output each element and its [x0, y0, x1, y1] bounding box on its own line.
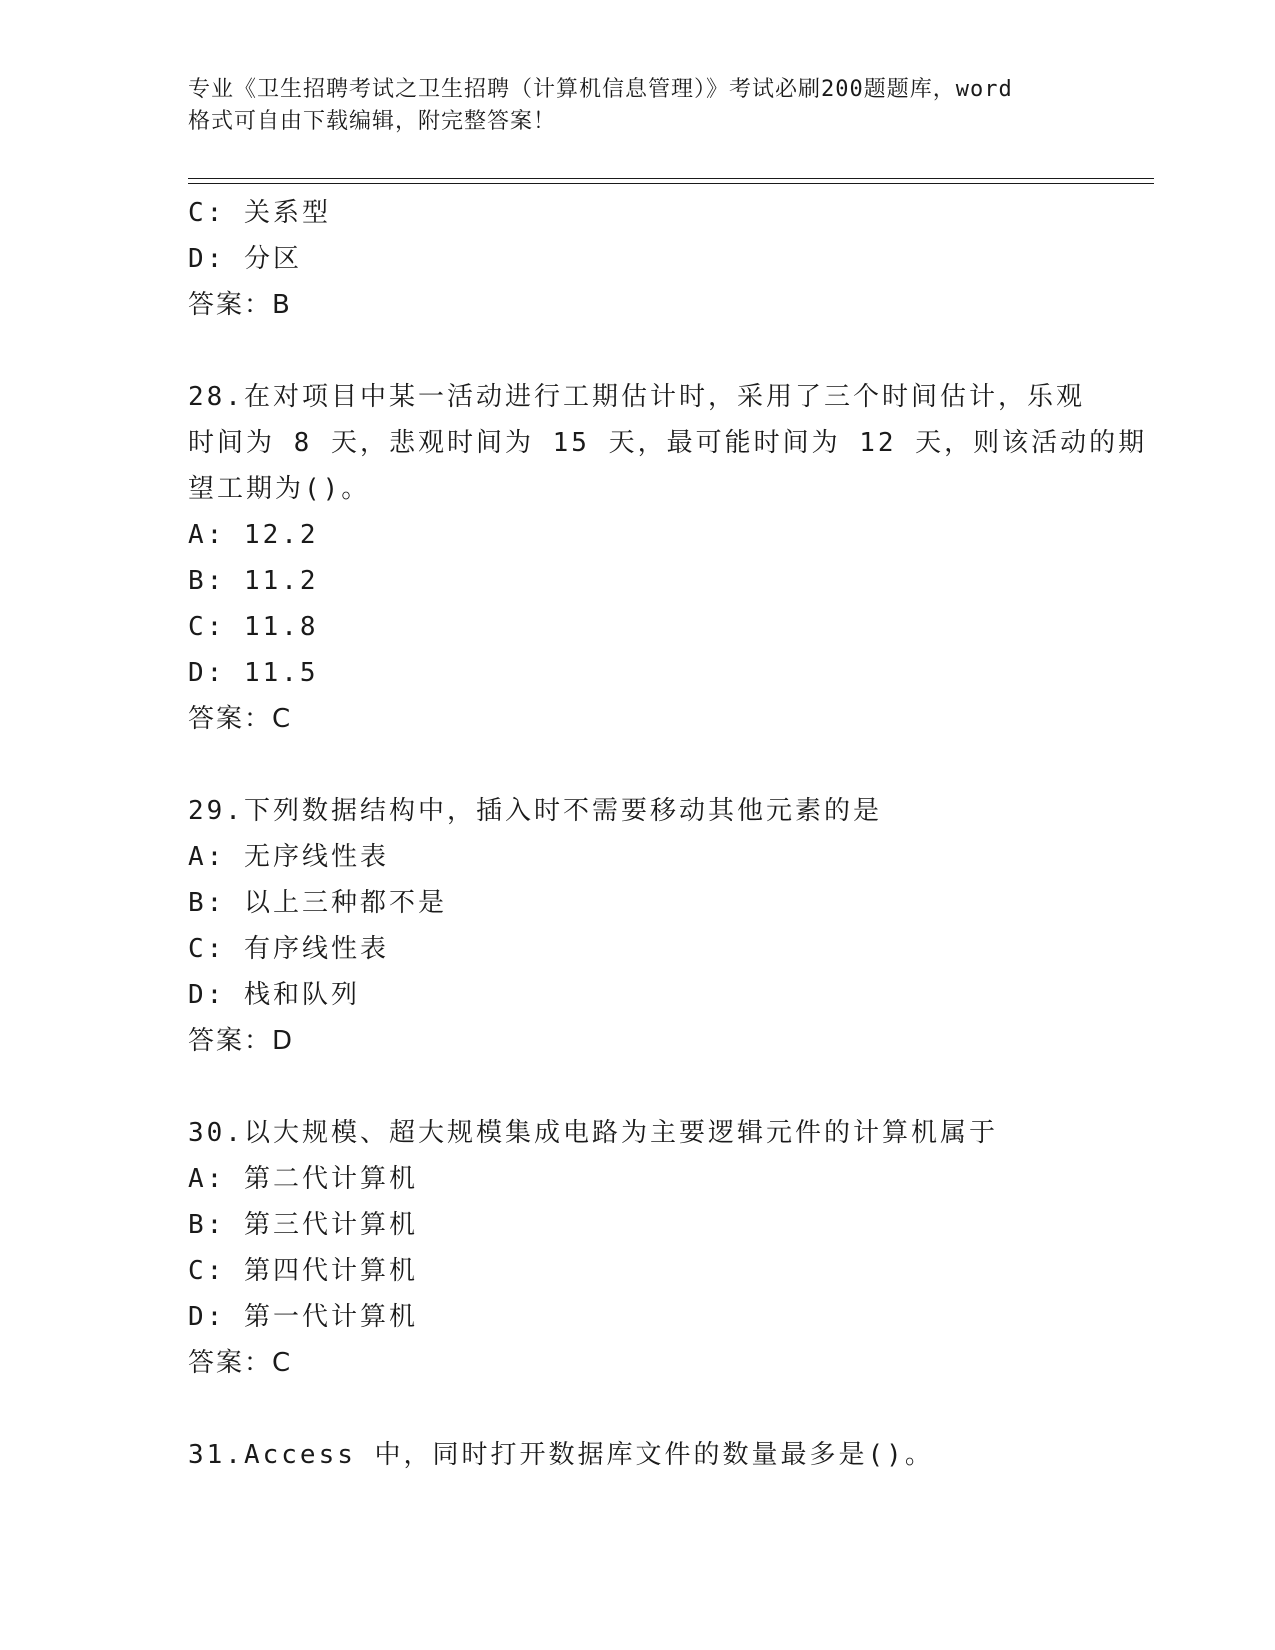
question-text: 30.以大规模、超大规模集成电路为主要逻辑元件的计算机属于	[188, 1118, 998, 1148]
option-b: B: 以上三种都不是	[188, 888, 447, 918]
question-28	[188, 374, 1148, 742]
option-c: C: 关系型	[188, 198, 331, 228]
option-b: B: 11.2	[188, 566, 319, 596]
option-a: A: 第二代计算机	[188, 1164, 418, 1194]
question-list	[188, 190, 1148, 1478]
question-31	[188, 1432, 1088, 1478]
answer: 答案：C	[188, 704, 293, 734]
header-divider-top	[188, 178, 1154, 179]
option-b: B: 第三代计算机	[188, 1210, 418, 1240]
header-line-1: 专业《卫生招聘考试之卫生招聘（计算机信息管理）》考试必刷200题题库，word	[188, 77, 1013, 102]
answer: 答案：D	[188, 1026, 295, 1056]
option-c: C: 有序线性表	[188, 934, 389, 964]
header-divider-bottom	[188, 183, 1154, 184]
option-d: D: 11.5	[188, 658, 319, 688]
option-d: D: 栈和队列	[188, 980, 360, 1010]
answer: 答案：B	[188, 290, 292, 320]
answer: 答案：C	[188, 1348, 293, 1378]
option-c: C: 第四代计算机	[188, 1256, 418, 1286]
option-a: A: 无序线性表	[188, 842, 389, 872]
option-d: D: 第一代计算机	[188, 1302, 418, 1332]
question-text: 28.在对项目中某一活动进行工期估计时，采用了三个时间估计，乐观	[188, 382, 1085, 412]
option-d: D: 分区	[188, 244, 302, 274]
option-c: C: 11.8	[188, 612, 319, 642]
question-30	[188, 1110, 1088, 1386]
question-text: 31.Access 中，同时打开数据库文件的数量最多是()。	[188, 1440, 934, 1470]
option-a: A: 12.2	[188, 520, 319, 550]
header-line-2: 格式可自由下载编辑，附完整答案！	[188, 109, 557, 134]
question-text: 望工期为()。	[188, 474, 371, 504]
question-text: 29.下列数据结构中，插入时不需要移动其他元素的是	[188, 796, 882, 826]
question-text: 时间为 8 天，悲观时间为 15 天，最可能时间为 12 天，则该活动的期	[188, 428, 1148, 458]
question-29	[188, 788, 1088, 1064]
document-header	[188, 74, 1088, 138]
